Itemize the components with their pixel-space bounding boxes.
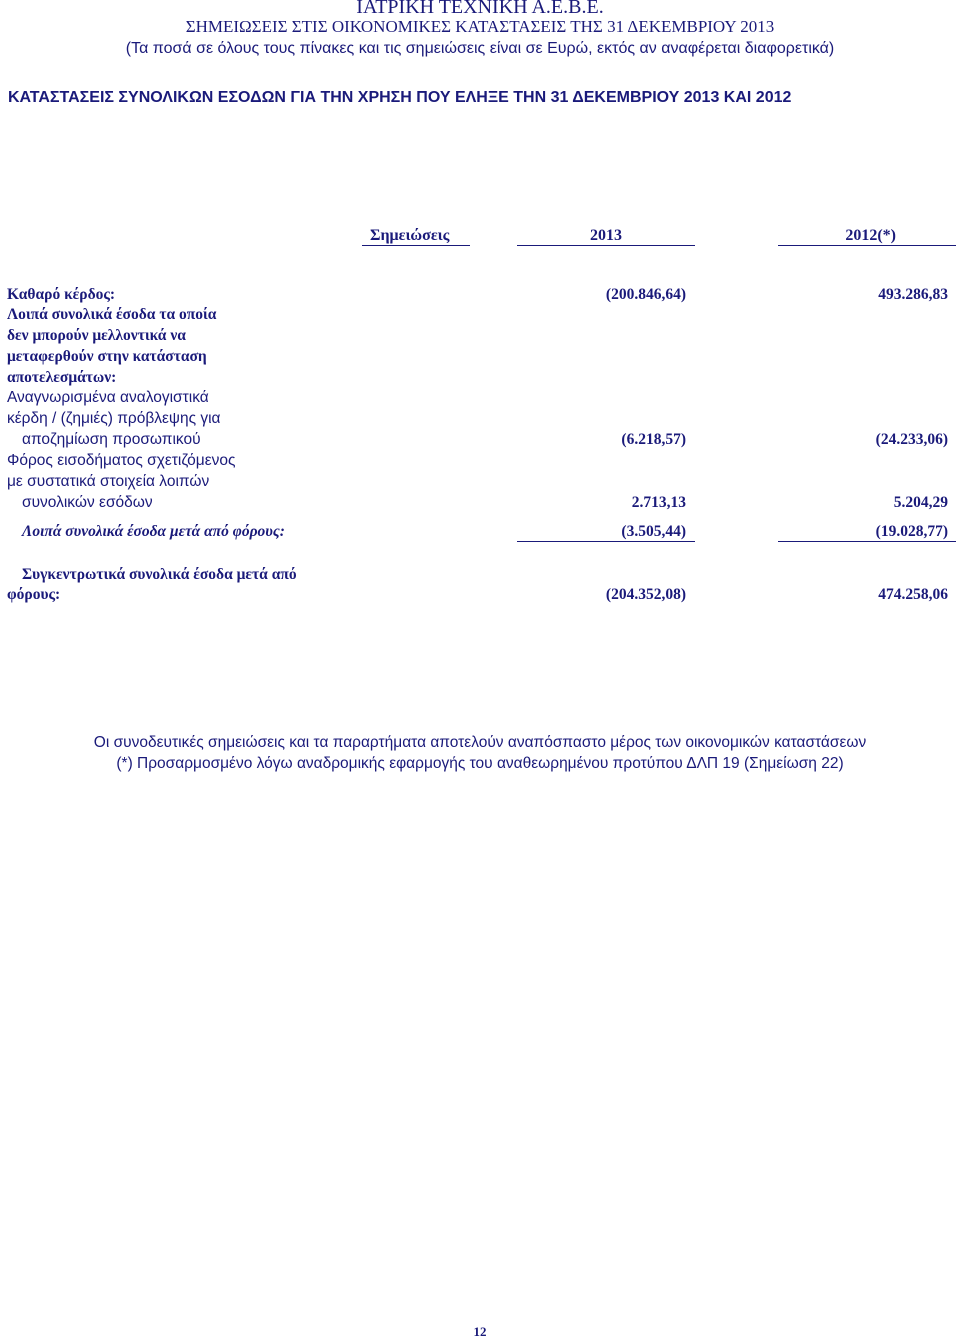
oci-heading-line-3: μεταφερθούν στην κατάσταση — [7, 348, 207, 365]
tax-label-line-3: συνολικών εσόδων — [22, 494, 153, 511]
column-header-2012: 2012(*) — [845, 227, 896, 244]
statement-title: ΚΑΤΑΣΤΑΣΕΙΣ ΣΥΝΟΛΙΚΩΝ ΕΣΟΔΩΝ ΓΙΑ ΤΗΝ ΧΡΗΣΗ ΠΟΥ ΕΛΗΞΕ ΤΗΝ 31 ΔΕΚΕΜΒΡΙΟΥ 2013 ΚΑΙ 2012 — [8, 89, 792, 106]
total-ci-label-line-1: Συγκεντρωτικά συνολικά έσοδα μετά από — [22, 566, 297, 583]
tax-2012: 5.204,29 — [893, 494, 948, 511]
actuarial-label-line-2: κέρδη / (ζημιές) πρόβλεψης για — [7, 410, 221, 427]
tax-label-line-2: με συστατικά στοιχεία λοιπών — [7, 473, 210, 490]
total-ci-2012: 474.258,06 — [878, 586, 948, 603]
row-net-profit-2013: (200.846,64) — [605, 286, 686, 303]
tax-2013: 2.713,13 — [631, 494, 686, 511]
column-header-2013: 2013 — [590, 227, 622, 244]
oci-after-tax-2013: (3.505,44) — [621, 523, 686, 540]
total-ci-label-line-2: φόρους: — [7, 586, 61, 603]
actuarial-2013: (6.218,57) — [621, 431, 686, 448]
total-ci-2013: (204.352,08) — [605, 586, 686, 603]
oci-2013-underline — [517, 541, 695, 542]
oci-heading-line-4: αποτελεσμάτων: — [7, 369, 117, 386]
actuarial-2012: (24.233,06) — [875, 431, 948, 448]
notes-underline — [362, 245, 470, 246]
tax-label-line-1: Φόρος εισοδήματος σχετιζόμενος — [7, 452, 236, 469]
footer-note-2: (*) Προσαρμοσμένο λόγω αναδρομικής εφαρμογής του αναθεωρημένου προτύπου ΔΛΠ 19 (Σημείωση 22) — [116, 755, 844, 772]
actuarial-label-line-3: αποζημίωση προσωπικού — [22, 431, 201, 448]
oci-after-tax-2012: (19.028,77) — [875, 523, 948, 540]
notes-title: ΣΗΜΕΙΩΣΕΙΣ ΣΤΙΣ ΟΙΚΟΝΟΜΙΚΕΣ ΚΑΤΑΣΤΑΣΕΙΣ ΤΗΣ 31 ΔΕΚΕΜΒΡΙΟΥ 2013 — [185, 17, 775, 36]
row-net-profit-2012: 493.286,83 — [878, 286, 948, 303]
footer-note-1: Οι συνοδευτικές σημειώσεις και τα παραρτήματα αποτελούν αναπόσπαστο μέρος των οικονομικών καταστάσεων — [93, 734, 867, 751]
oci-2012-underline — [778, 541, 956, 542]
oci-heading-line-1: Λοιπά συνολικά έσοδα τα οποία — [7, 306, 217, 323]
row-net-profit-label: Καθαρό κέρδος: — [7, 286, 116, 303]
column-header-notes: Σημειώσεις — [370, 227, 450, 244]
page-number: 12 — [473, 1324, 487, 1339]
column-2013-underline — [517, 245, 695, 246]
company-name: ΙΑΤΡΙΚΗ ΤΕΧΝΙΚΗ Α.Ε.Β.Ε. — [356, 0, 604, 18]
currency-note: (Τα ποσά σε όλους τους πίνακες και τις σημειώσεις είναι σε Ευρώ, εκτός αν αναφέρεται διαφορετικά) — [125, 40, 835, 57]
actuarial-label-line-1: Αναγνωρισμένα αναλογιστικά — [7, 389, 209, 406]
column-2012-underline — [778, 245, 956, 246]
oci-heading-line-2: δεν μπορούν μελλοντικά να — [7, 327, 186, 344]
oci-after-tax-label: Λοιπά συνολικά έσοδα μετά από φόρους: — [22, 523, 285, 540]
